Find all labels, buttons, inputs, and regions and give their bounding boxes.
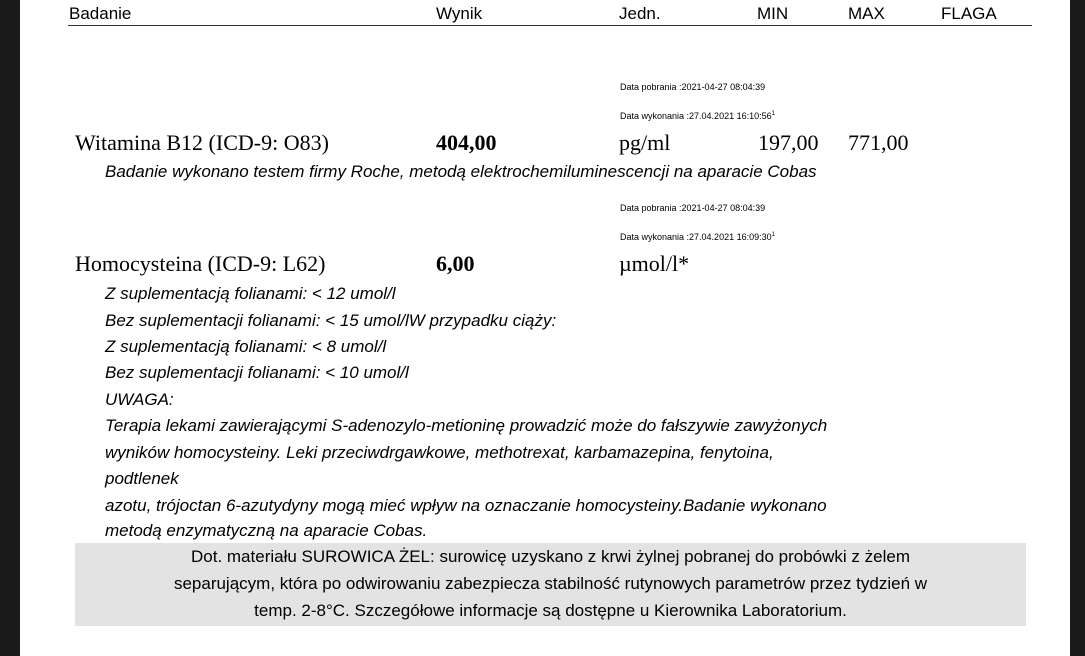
material-note-line: temp. 2-8°C. Szczegółowe informacje są dostępne u Kierownika Laboratorium. (254, 601, 847, 620)
test2-comment-line: Terapia lekami zawierającymi S-adenozylo-metioninę prowadzić może do fałszywie zawyżonych (105, 416, 828, 435)
test2-comment-line: azotu, trójoctan 6-azutydyny mogą mieć wpływ na oznaczanie homocysteiny.Badanie wykonano (105, 496, 827, 515)
test2-comment-line: wyników homocysteiny. Leki przeciwdrgawkowe, methotrexat, karbamazepina, fenytoina, (105, 443, 774, 462)
test2-execution-date: Data wykonania :27.04.2021 $16:09:30^1$ (620, 232, 775, 242)
header-badanie: Badanie (69, 4, 132, 23)
test2-comment-line: Bez suplementacji folianami: < 10 umol/l (105, 363, 409, 382)
header-max: MAX (848, 4, 885, 23)
material-note-line: Dot. materiału SUROWICA ŻEL: surowicę uzyskano z krwi żylnej pobranej do probówki z żelem (191, 547, 910, 566)
test2-comment-line: Z suplementacją folianami: < 8 umol/l (105, 337, 387, 356)
test1-max: 771,00 (848, 130, 909, 155)
header-jedn: Jedn. (619, 4, 661, 23)
material-note-line: separującym, która po odwirowaniu zabezpiecza stabilność rutynowych parametrów przez tydzień w (173, 574, 928, 593)
test2-name: Homocysteina (ICD-9: L62) (75, 251, 326, 276)
test2-collection-date: Data pobrania :2021-04-27 08:04:39 (620, 203, 766, 213)
test1-min: 197,00 (758, 130, 819, 155)
test1-unit: pg/ml (619, 130, 671, 155)
material-note (75, 543, 1026, 626)
report-page (20, 0, 1070, 656)
header-flaga: FLAGA (941, 4, 997, 23)
test2-unit: µmol/l* (619, 251, 690, 276)
test2-comment-line: UWAGA: (105, 390, 174, 409)
test1-name: Witamina B12 (ICD-9: O83) (75, 130, 329, 155)
test2-comment-line: metodą enzymatyczną na aparacie Cobas. (105, 521, 428, 540)
header-wynik: Wynik (436, 4, 483, 23)
header-min: MIN (757, 4, 789, 23)
test1-footnote-marker: 1 (771, 111, 775, 117)
test1-collection-date: Data pobrania :2021-04-27 08:04:39 (620, 82, 766, 92)
test2-result: 6,00 (436, 251, 475, 276)
test1-result: 404,00 (436, 130, 497, 155)
test2-comment-line: Bez suplementacji folianami: < 15 umol/lW przypadku ciąży: (105, 311, 557, 330)
test1-execution-date: Data wykonania :27.04.2021 $16:10:56^1$ (620, 111, 775, 121)
header-divider (68, 25, 1032, 26)
test2-footnote-marker: 1 (771, 232, 775, 238)
test2-comment-line: Z suplementacją folianami: < 12 umol/l (105, 284, 396, 303)
test2-comment-line: podtlenek (105, 469, 179, 488)
test1-comment: Badanie wykonano testem firmy Roche, metodą elektrochemiluminescencji na aparacie Cobas (105, 162, 817, 181)
